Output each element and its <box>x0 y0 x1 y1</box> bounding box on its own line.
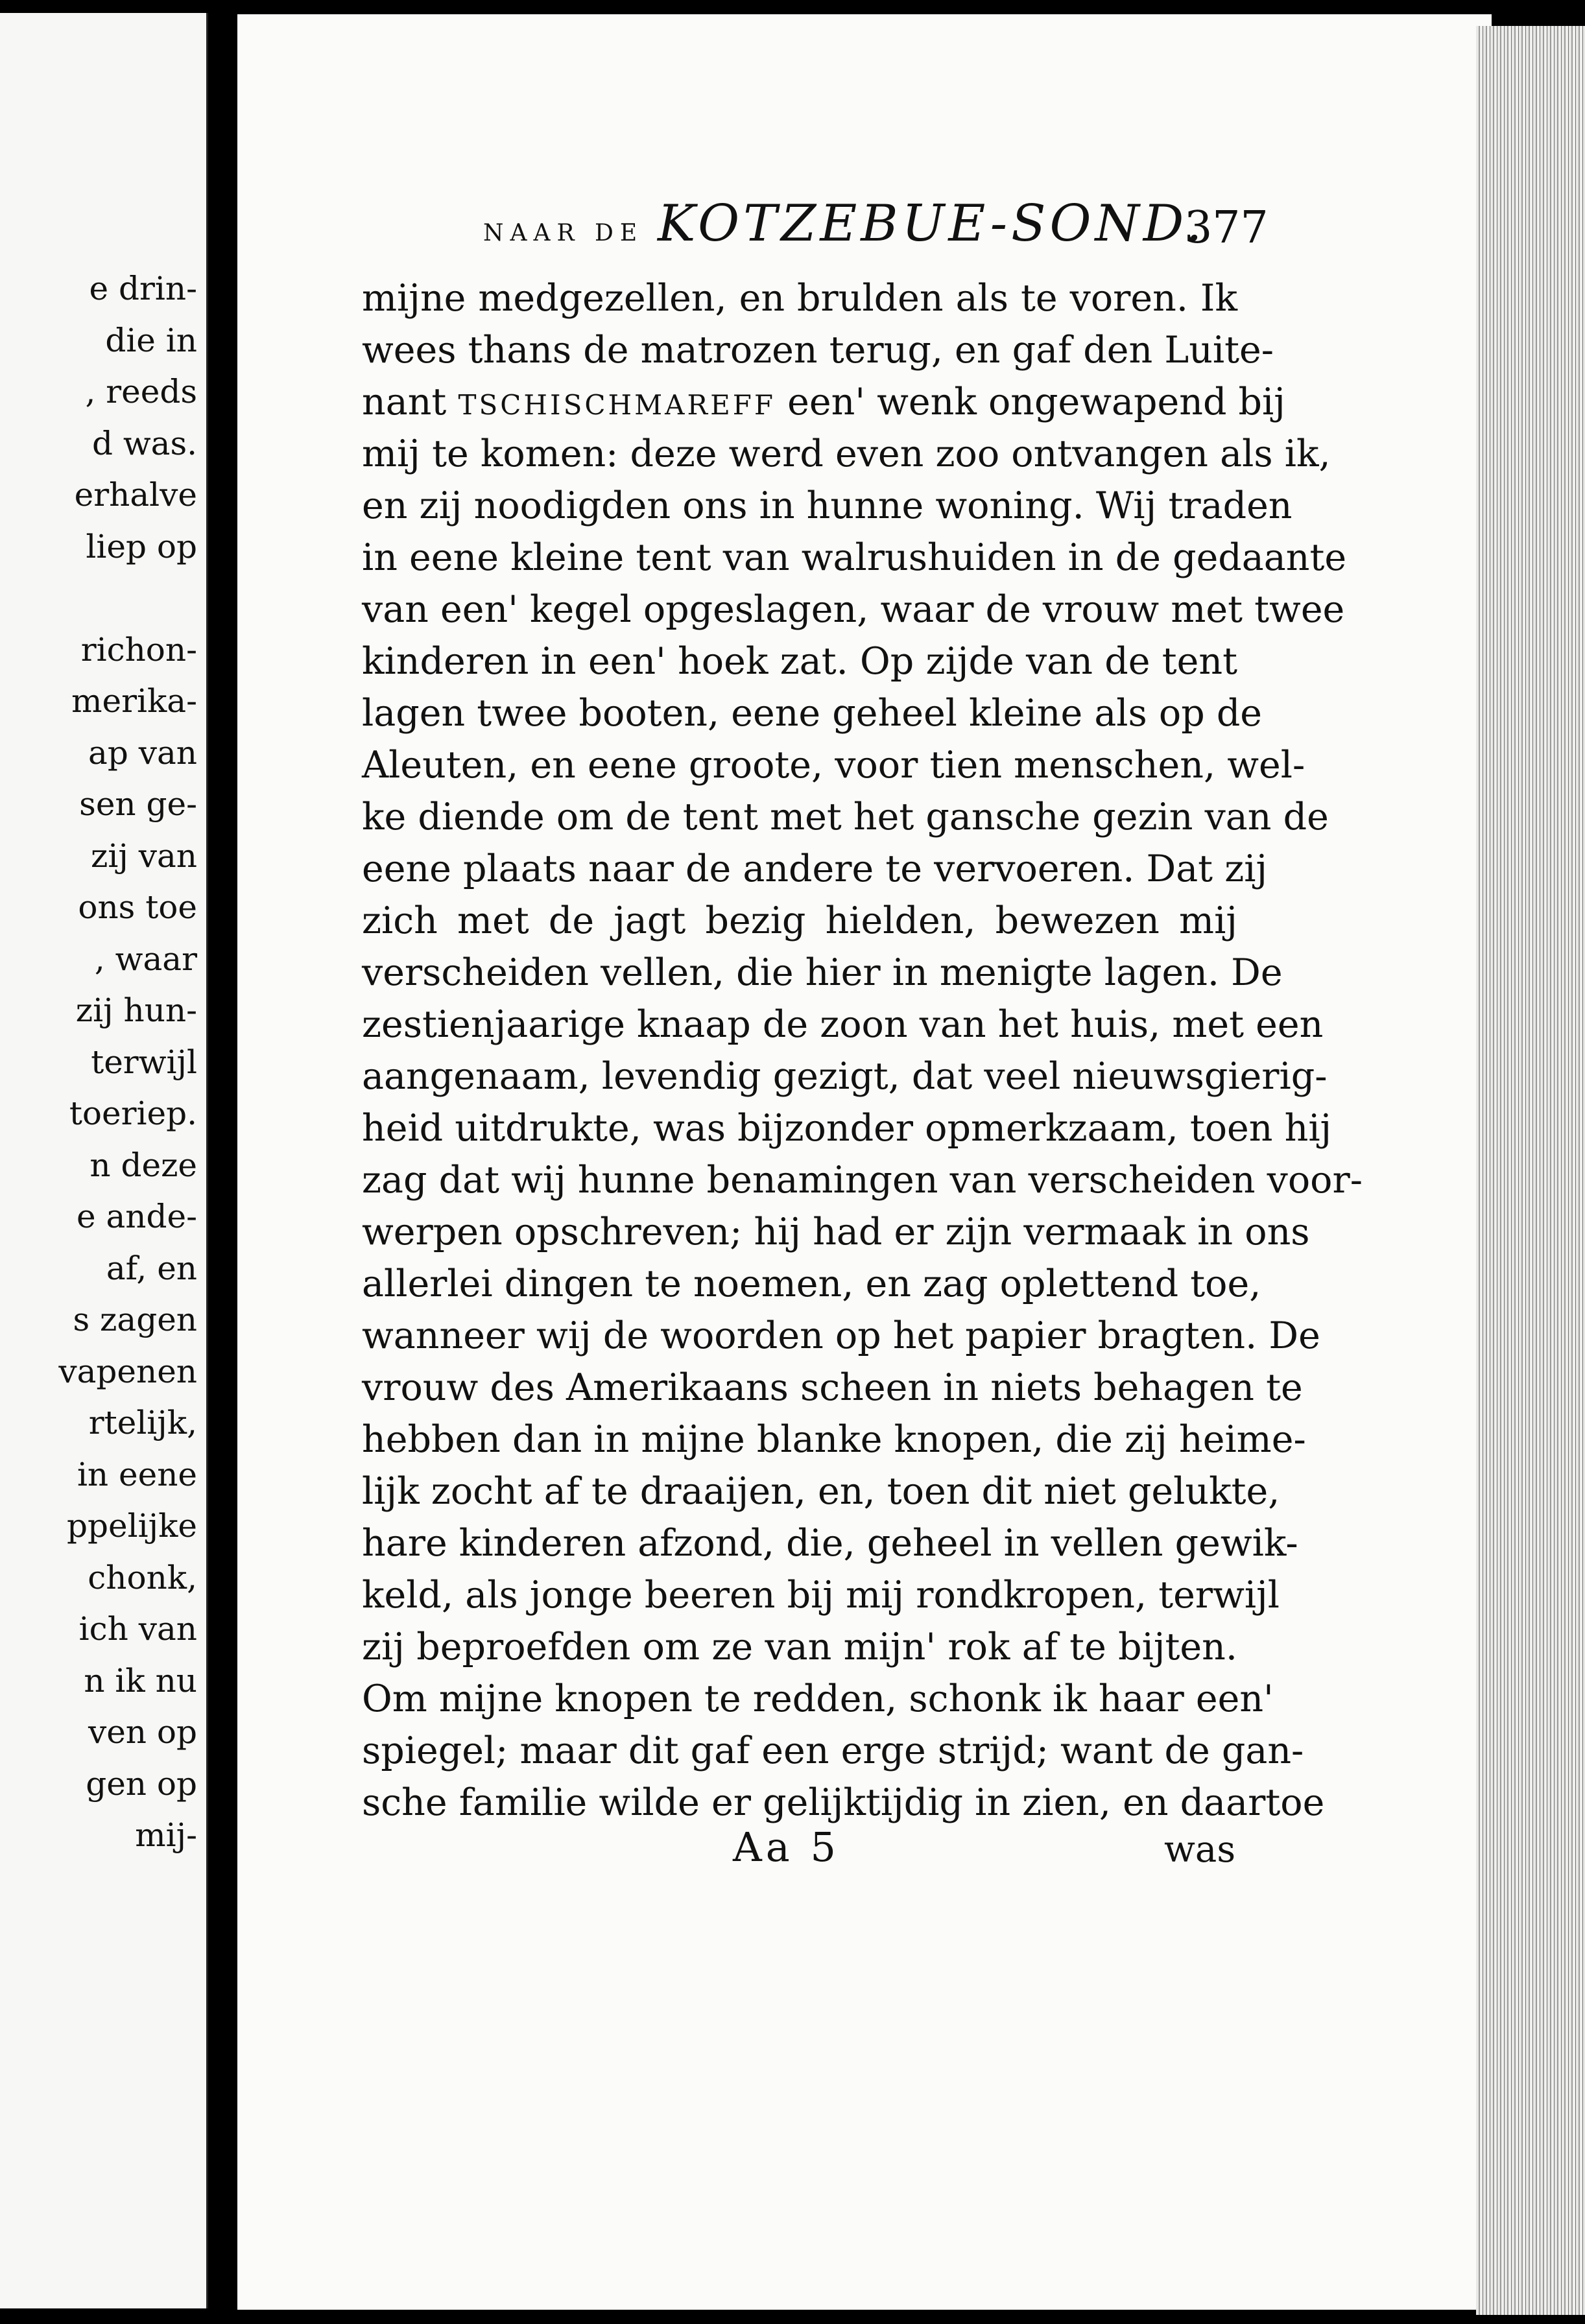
text-line-after: een' wenk ongewapend bij <box>787 381 1285 423</box>
text-line: en zij noodigden ons in hunne woning. Wij traden <box>362 484 1293 527</box>
running-head-prefix: NAAR DE <box>483 220 644 246</box>
left-page-line: toeriep. <box>69 1095 197 1132</box>
left-page-line: terwijl <box>91 1043 197 1081</box>
text-line: lijk zocht af te draaijen, en, toen dit niet gelukte, <box>362 1470 1280 1513</box>
page-number: 377 <box>1184 202 1269 254</box>
left-page-line: gen op <box>86 1764 197 1803</box>
text-line: Aleuten, en eene groote, voor tien menschen, wel- <box>362 744 1305 787</box>
text-line: sche familie wilde er gelijktijdig in zien, en daartoe <box>362 1781 1325 1824</box>
text-line-before: nant <box>362 381 447 423</box>
left-page-line: , reeds <box>85 373 197 410</box>
text-line: kinderen in een' hoek zat. Op zijde van de tent <box>362 640 1237 683</box>
running-head-title: KOTZEBUE-SOND. <box>658 195 1206 253</box>
text-line: in eene kleine tent van walrushuiden in de gedaante <box>362 536 1347 579</box>
left-page-line: n ik nu <box>84 1661 197 1700</box>
left-page-line: d was. <box>91 424 197 462</box>
left-page-line: s zagen <box>73 1301 197 1338</box>
text-line: van een' kegel opgeslagen, waar de vrouw met twee <box>362 588 1345 631</box>
text-line: allerlei dingen te noemen, en zag oplettend toe, <box>362 1263 1261 1305</box>
left-page-line: vapenen <box>58 1352 197 1390</box>
left-page-line: e drin- <box>89 270 197 307</box>
left-page-line: ven op <box>88 1713 197 1751</box>
left-page-line: n deze <box>89 1146 197 1184</box>
text-line: zich met de jagt bezig hielden, bewezen mij <box>362 899 1237 942</box>
text-line: lagen twee booten, eene geheel kleine als op de <box>362 692 1263 735</box>
left-page-line: chonk, <box>88 1558 197 1596</box>
text-line: ke diende om de tent met het gansche gezin van de <box>362 796 1329 838</box>
left-page-line: in eene <box>77 1455 197 1493</box>
left-page-line: merika- <box>71 682 197 720</box>
text-line: mij te komen: deze werd even zoo ontvangen als ik, <box>362 433 1331 475</box>
text-line: Om mijne knopen te redden, schonk ik haar een' <box>362 1678 1274 1720</box>
left-page-line: zij van <box>91 836 197 875</box>
signature-mark: Aa 5 <box>733 1823 840 1871</box>
left-page-line: ich van <box>78 1610 197 1648</box>
page-edges <box>1476 26 1585 2315</box>
text-line: hare kinderen afzond, die, geheel in vellen gewik- <box>362 1522 1298 1565</box>
running-head <box>483 195 1206 253</box>
person-name: TSCHISCHMAREFF <box>458 389 776 421</box>
left-page-line: e ande- <box>77 1198 197 1235</box>
text-line: zestienjaarige knaap de zoon van het huis, met een <box>362 1003 1324 1046</box>
text-line: keld, als jonge beeren bij mij rondkropen, terwijl <box>362 1574 1280 1617</box>
left-page-line: rtelijk, <box>88 1404 197 1441</box>
left-page-line: erhalve <box>74 476 197 514</box>
left-page-line: sen ge- <box>79 785 197 823</box>
text-line: spiegel; maar dit gaf een erge strijd; want de gan- <box>362 1729 1304 1772</box>
left-page-line: ppelijke <box>67 1507 197 1545</box>
text-line: werpen opschreven; hij had er zijn vermaak in ons <box>362 1211 1310 1253</box>
left-page-line: ons toe <box>78 888 197 926</box>
text-line <box>362 376 1285 428</box>
left-page-line: die in <box>105 321 197 359</box>
text-line: verscheiden vellen, die hier in menigte lagen. De <box>362 951 1283 994</box>
text-line: wees thans de matrozen terug, en gaf den Luite- <box>362 329 1274 372</box>
left-page-line: liep op <box>86 527 197 565</box>
text-line: zag dat wij hunne benamingen van verscheiden voor- <box>362 1159 1363 1202</box>
left-page-line: , waar <box>94 940 197 978</box>
text-line: vrouw des Amerikaans scheen in niets behagen te <box>362 1366 1303 1409</box>
text-line: wanneer wij de woorden op het papier bragten. De <box>362 1314 1320 1357</box>
left-page-line: richon- <box>80 630 197 669</box>
text-line: mijne medgezellen, en brulden als te voren. Ik <box>362 277 1237 320</box>
left-page-line: mij- <box>135 1816 197 1854</box>
text-line: hebben dan in mijne blanke knopen, die zij heime- <box>362 1418 1306 1461</box>
text-line: eene plaats naar de andere te vervoeren. Dat zij <box>362 848 1268 890</box>
left-page-line: ap van <box>88 733 197 772</box>
left-page-line: af, en <box>106 1249 197 1287</box>
text-line: heid uitdrukte, was bijzonder opmerkzaam, toen hij <box>362 1107 1332 1150</box>
body-text <box>362 272 1363 1829</box>
text-line: zij beproefden om ze van mijn' rok af te bijten. <box>362 1626 1237 1668</box>
left-page-line: zij hun- <box>75 991 197 1029</box>
text-line: aangenaam, levendig gezigt, dat veel nieuwsgierig- <box>362 1055 1328 1098</box>
catchword: was <box>1164 1829 1236 1871</box>
previous-page-fragment <box>0 13 208 2308</box>
